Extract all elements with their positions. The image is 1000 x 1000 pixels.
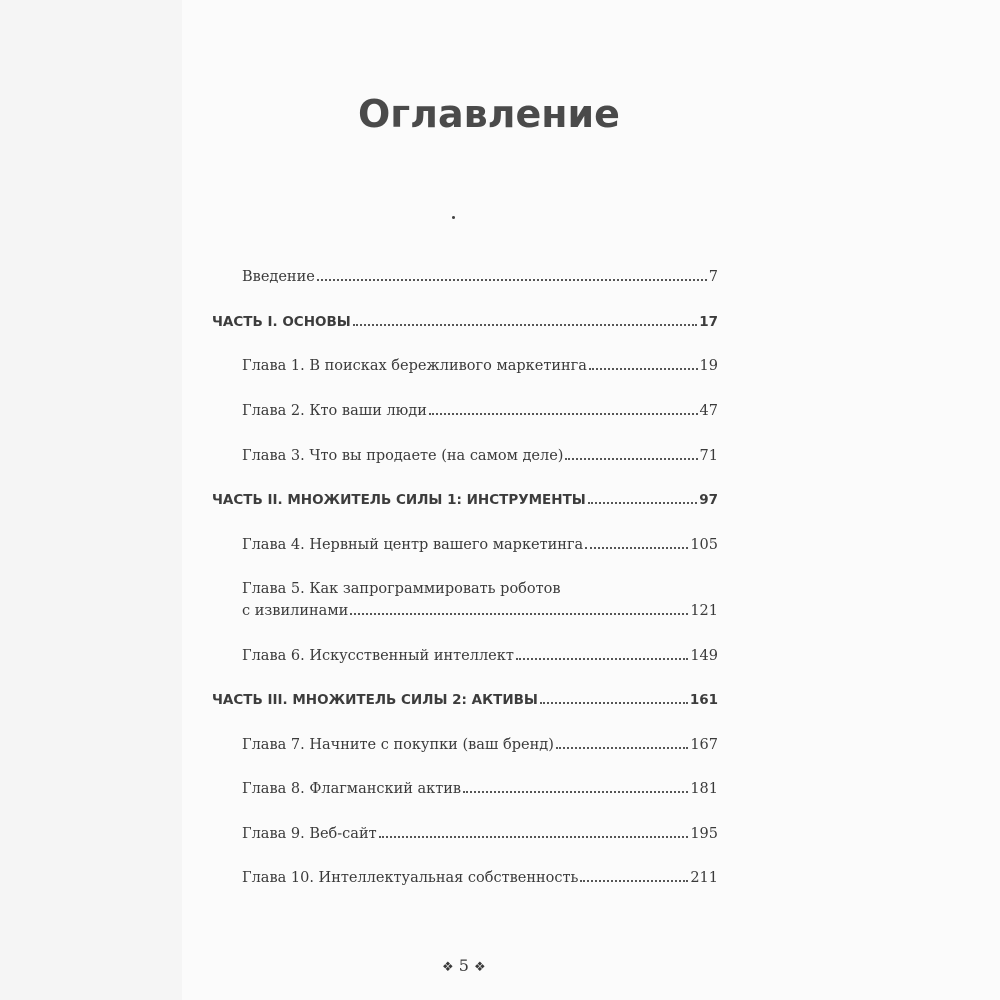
toc-page-number: 181 bbox=[690, 781, 718, 797]
dot-leader bbox=[353, 324, 697, 326]
toc-chapter-10[interactable] bbox=[242, 870, 718, 892]
toc-entry-label: Глава 8. Флагманский актив bbox=[242, 781, 462, 797]
dot-leader bbox=[317, 279, 707, 281]
toc-entry-label: Глава 10. Интеллектуальная собственность bbox=[242, 870, 579, 886]
toc-page-number: 167 bbox=[690, 737, 718, 753]
toc-entry-label: Глава 1. В поисках бережливого маркетинга bbox=[242, 358, 587, 374]
toc-chapter-5-first-line[interactable]: Глава 5. Как запрограммировать роботов bbox=[242, 581, 561, 597]
toc-chapter-9[interactable] bbox=[242, 826, 718, 848]
print-speck bbox=[452, 216, 455, 219]
toc-part-2[interactable] bbox=[212, 492, 718, 514]
toc-entry-label: Глава 9. Веб-сайт bbox=[242, 826, 377, 842]
toc-part-3[interactable] bbox=[212, 692, 718, 714]
dot-leader bbox=[556, 747, 688, 749]
toc-entry-label: ЧАСТЬ I. ОСНОВЫ bbox=[212, 314, 351, 330]
toc-page-number: 71 bbox=[699, 448, 718, 464]
toc-page-number: 195 bbox=[690, 826, 718, 842]
toc-chapter-6[interactable] bbox=[242, 648, 718, 670]
toc-page-number: 161 bbox=[689, 692, 718, 708]
toc-chapter-4[interactable] bbox=[242, 537, 718, 559]
dot-leader bbox=[585, 547, 688, 549]
toc-entry-label: с извилинами bbox=[242, 603, 349, 619]
dot-leader bbox=[350, 613, 688, 615]
page-title: Оглавление bbox=[358, 92, 620, 136]
ornament-icon: ❖ bbox=[442, 960, 454, 975]
dot-leader bbox=[463, 791, 688, 793]
toc-page-number: 97 bbox=[699, 492, 718, 508]
toc-entry-label: Глава 7. Начните с покупки (ваш бренд) bbox=[242, 737, 554, 753]
toc-entry-label: ЧАСТЬ II. МНОЖИТЕЛЬ СИЛЫ 1: ИНСТРУМЕНТЫ bbox=[212, 492, 586, 508]
toc-page-number: 211 bbox=[690, 870, 718, 886]
toc-chapter-7[interactable] bbox=[242, 737, 718, 759]
toc-chapter-1[interactable] bbox=[242, 358, 718, 380]
dot-leader bbox=[565, 458, 697, 460]
toc-page-number: 149 bbox=[690, 648, 718, 664]
page-folio bbox=[442, 956, 486, 975]
dot-leader bbox=[580, 880, 688, 882]
toc-entry-label: Глава 6. Искусственный интеллект bbox=[242, 648, 514, 664]
toc-entry-label: Введение bbox=[242, 269, 315, 285]
ornament-icon: ❖ bbox=[474, 960, 486, 975]
toc-page-number: 105 bbox=[690, 537, 718, 553]
dot-leader bbox=[540, 702, 688, 704]
toc-entry-label: Глава 4. Нервный центр вашего маркетинга bbox=[242, 537, 584, 553]
dot-leader bbox=[379, 836, 689, 838]
toc-part-1[interactable] bbox=[212, 314, 718, 336]
dot-leader bbox=[516, 658, 688, 660]
toc-chapter-3[interactable] bbox=[242, 448, 718, 470]
toc-page-number: 7 bbox=[708, 269, 718, 285]
toc-entry-intro[interactable] bbox=[242, 269, 718, 291]
toc-chapter-8[interactable] bbox=[242, 781, 718, 803]
folio-number: 5 bbox=[458, 956, 469, 975]
toc-page-number: 121 bbox=[690, 603, 718, 619]
dot-leader bbox=[429, 413, 698, 415]
toc-page-number: 19 bbox=[699, 358, 718, 374]
toc-entry-label: ЧАСТЬ III. МНОЖИТЕЛЬ СИЛЫ 2: АКТИВЫ bbox=[212, 692, 538, 708]
toc-page-number: 47 bbox=[699, 403, 718, 419]
toc-entry-label: Глава 2. Кто ваши люди bbox=[242, 403, 427, 419]
dot-leader bbox=[589, 368, 698, 370]
toc-chapter-2[interactable] bbox=[242, 403, 718, 425]
dot-leader bbox=[588, 502, 697, 504]
toc-page-number: 17 bbox=[699, 314, 718, 330]
toc-chapter-5[interactable] bbox=[242, 603, 718, 625]
toc-entry-label: Глава 3. Что вы продаете (на самом деле) bbox=[242, 448, 564, 464]
